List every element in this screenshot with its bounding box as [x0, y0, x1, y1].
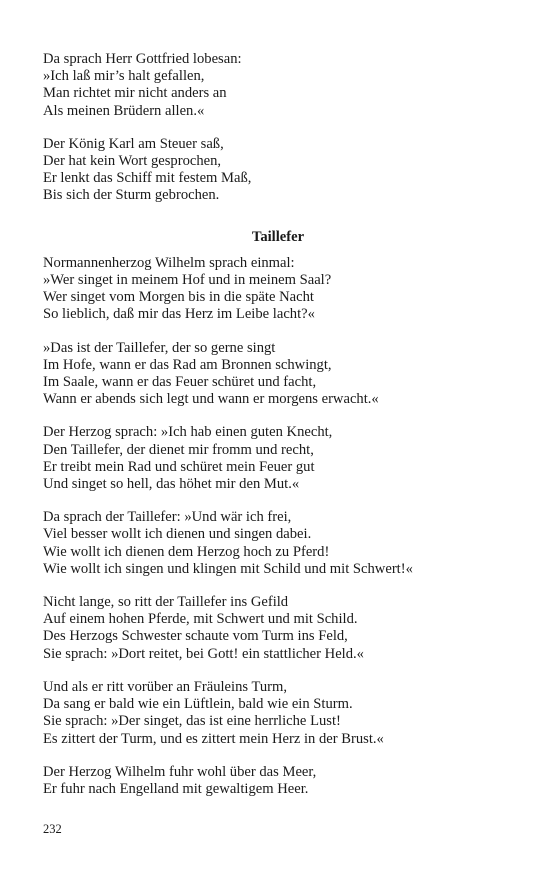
stanza — [43, 136, 513, 205]
poem-title: Taillefer — [251, 228, 305, 245]
verse-line: Im Saale, wann er das Feuer schüret und facht, — [43, 374, 317, 391]
verse-line: Und singet so hell, das höhet mir den Mut.« — [43, 476, 300, 493]
verse-line: Normannenherzog Wilhelm sprach einmal: — [43, 254, 295, 271]
verse-line: Und als er ritt vorüber an Fräuleins Turm, — [43, 678, 288, 695]
stanza — [43, 424, 513, 493]
stanza — [43, 679, 513, 748]
stanza — [43, 51, 513, 120]
verse-line: Der hat kein Wort gesprochen, — [43, 153, 222, 170]
poem-taillefer — [43, 255, 513, 798]
verse-line: Er treibt mein Rad und schüret mein Feuer gut — [43, 458, 315, 475]
verse-line: Wie wollt ich dienen dem Herzog hoch zu Pferd! — [43, 543, 330, 560]
verse-line: Des Herzogs Schwester schaute vom Turm ins Feld, — [43, 628, 348, 645]
verse-line: Nicht lange, so ritt der Taillefer ins Gefild — [43, 594, 289, 611]
verse-line: Wann er abends sich legt und wann er morgens erwacht.« — [43, 391, 379, 408]
verse-line: Sie sprach: »Dort reitet, bei Gott! ein stattlicher Held.« — [43, 645, 364, 662]
verse-line: »Wer singet in meinem Hof und in meinem Saal? — [43, 272, 332, 289]
verse-line: Im Hofe, wann er das Rad am Bronnen schwingt, — [43, 356, 332, 373]
verse-line: Der König Karl am Steuer saß, — [43, 135, 224, 152]
verse-line: Man richtet mir nicht anders an — [43, 85, 227, 102]
verse-line: So lieblich, daß mir das Herz im Leibe lacht?« — [43, 306, 315, 323]
verse-line: Viel besser wollt ich dienen und singen dabei. — [43, 526, 312, 543]
verse-line: Auf einem hohen Pferde, mit Schwert und mit Schild. — [43, 611, 358, 628]
verse-line: Sie sprach: »Der singet, das ist eine herrliche Lust! — [43, 713, 341, 730]
stanza — [43, 594, 513, 663]
verse-line: »Das ist der Taillefer, der so gerne singt — [43, 339, 276, 356]
verse-line: Wie wollt ich singen und klingen mit Schild und mit Schwert!« — [43, 560, 413, 577]
verse-line: Als meinen Brüdern allen.« — [43, 102, 205, 119]
page-body — [43, 51, 513, 814]
verse-line: Der Herzog sprach: »Ich hab einen guten Knecht, — [43, 424, 333, 441]
stanza — [43, 764, 513, 798]
verse-line: Er fuhr nach Engelland mit gewaltigem Heer. — [43, 780, 309, 797]
page-number: 232 — [43, 822, 62, 836]
verse-line: »Ich laß mir’s halt gefallen, — [43, 68, 205, 85]
verse-line: Wer singet vom Morgen bis in die späte Nacht — [43, 289, 314, 306]
verse-line: Den Taillefer, der dienet mir fromm und recht, — [43, 441, 314, 458]
previous-poem-ending — [43, 51, 513, 205]
verse-line: Es zittert der Turm, und es zittert mein Herz in der Brust.« — [43, 730, 384, 747]
verse-line: Da sprach Herr Gottfried lobesan: — [43, 51, 242, 67]
verse-line: Da sprach der Taillefer: »Und wär ich frei, — [43, 509, 292, 526]
verse-line: Bis sich der Sturm gebrochen. — [43, 187, 220, 204]
verse-line: Er lenkt das Schiff mit festem Maß, — [43, 170, 252, 187]
verse-line: Da sang er bald wie ein Lüftlein, bald wie ein Sturm. — [43, 696, 353, 713]
verse-line: Der Herzog Wilhelm fuhr wohl über das Meer, — [43, 763, 317, 780]
stanza — [43, 255, 513, 324]
stanza — [43, 509, 513, 578]
stanza — [43, 340, 513, 409]
